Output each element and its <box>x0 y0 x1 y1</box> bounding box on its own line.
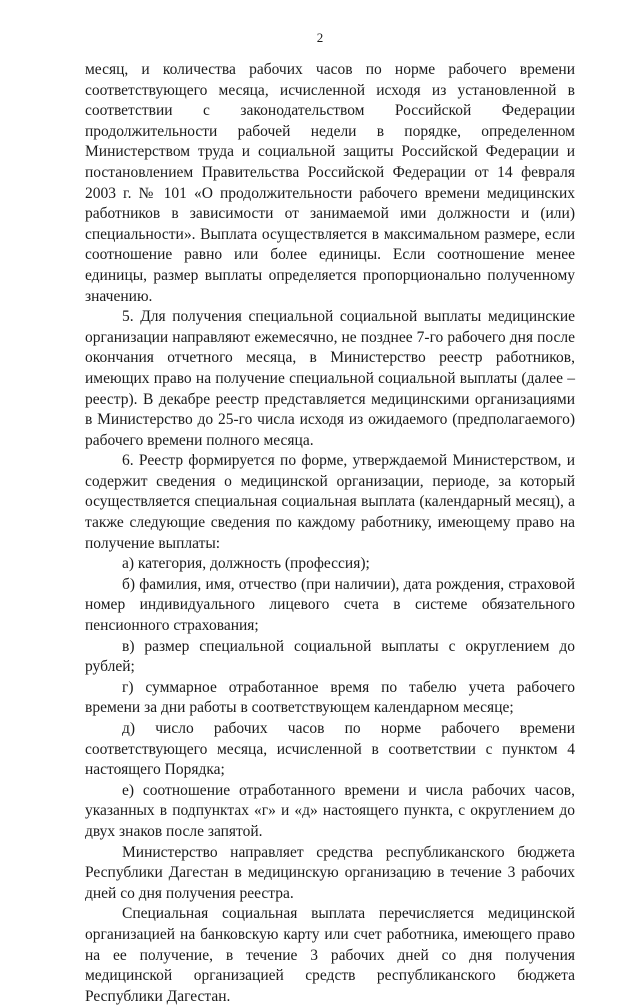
paragraph-transfer: Специальная социальная выплата перечисляется медицинской организацией на банковскую карту или счет работника, имеющего право на ее получение, в течение 3 рабочих дней со дня получения медицинской организацией средств республиканского бюджета Республики Дагестан. <box>85 905 575 1005</box>
page-number: 2 <box>316 30 324 45</box>
paragraph-item-6: 6. Реестр формируется по форме, утверждаемой Министерством, и содержит сведения о медицинской организации, периоде, за который осуществляется специальная социальная выплата (календарный месяц), а также следующие сведения по каждому работнику, имеющему право на получение выплаты: <box>85 452 575 552</box>
document-body <box>85 60 575 1007</box>
list-item-v: в) размер специальной социальной выплаты с округлением до рублей; <box>85 637 575 676</box>
paragraph-funding: Министерство направляет средства республиканского бюджета Республики Дагестан в медицинскую организацию в течение 3 рабочих дней со дня получения реестра. <box>85 843 575 902</box>
list-item-a: а) категория, должность (профессия); <box>122 555 370 573</box>
list-item-b: б) фамилия, имя, отчество (при наличии), дата рождения, страховой номер индивидуального лицевого счета в системе обязательного пенсионного страхования; <box>85 575 575 635</box>
paragraph-item-5: 5. Для получения специальной социальной выплаты медицинские организации направляют ежемесячно, не позднее 7-го рабочего дня после окончания отчетного месяца, в Министерство реестр работников, имеющих право на получение специальной социальной выплаты (далее – реестр). В декабре реестр представляется медицинскими организациями в Министерство до 25-го числа исходя из ожидаемого (предполагаемого) рабочего времени полного месяца. <box>85 308 575 449</box>
list-item-d: д) число рабочих часов по норме рабочего времени соответствующего месяца, исчисленной в соответствии с пунктом 4 настоящего Порядка; <box>85 720 575 779</box>
paragraph-continuation: месяц, и количества рабочих часов по норме рабочего времени соответствующего месяца, исчисленной исходя из установленной в соответствии с законодательством Российской Федерации продолжительности рабочей недели в порядке, определенном Министерством труда и социальной защиты Российской Федерации и постановлением Правительства Российской Федерации от 14 февраля 2003 г. № 101 «О продолжительности рабочего времени медицинских работников в зависимости от занимаемой ими должности и (или) специальности». Выплата осуществляется в максимальном размере, если соотношение равно или более единицы. Если соотношение менее единицы, размер выплаты определяется пропорционально полученному значению. <box>85 61 575 305</box>
list-item-e: е) соотношение отработанного времени и числа рабочих часов, указанных в подпунктах «г» и «д» настоящего пункта, с округлением до двух знаков после запятой. <box>85 781 575 840</box>
list-item-g: г) суммарное отработанное время по табелю учета рабочего времени за дни работы в соответствующем календарном месяце; <box>85 678 575 717</box>
